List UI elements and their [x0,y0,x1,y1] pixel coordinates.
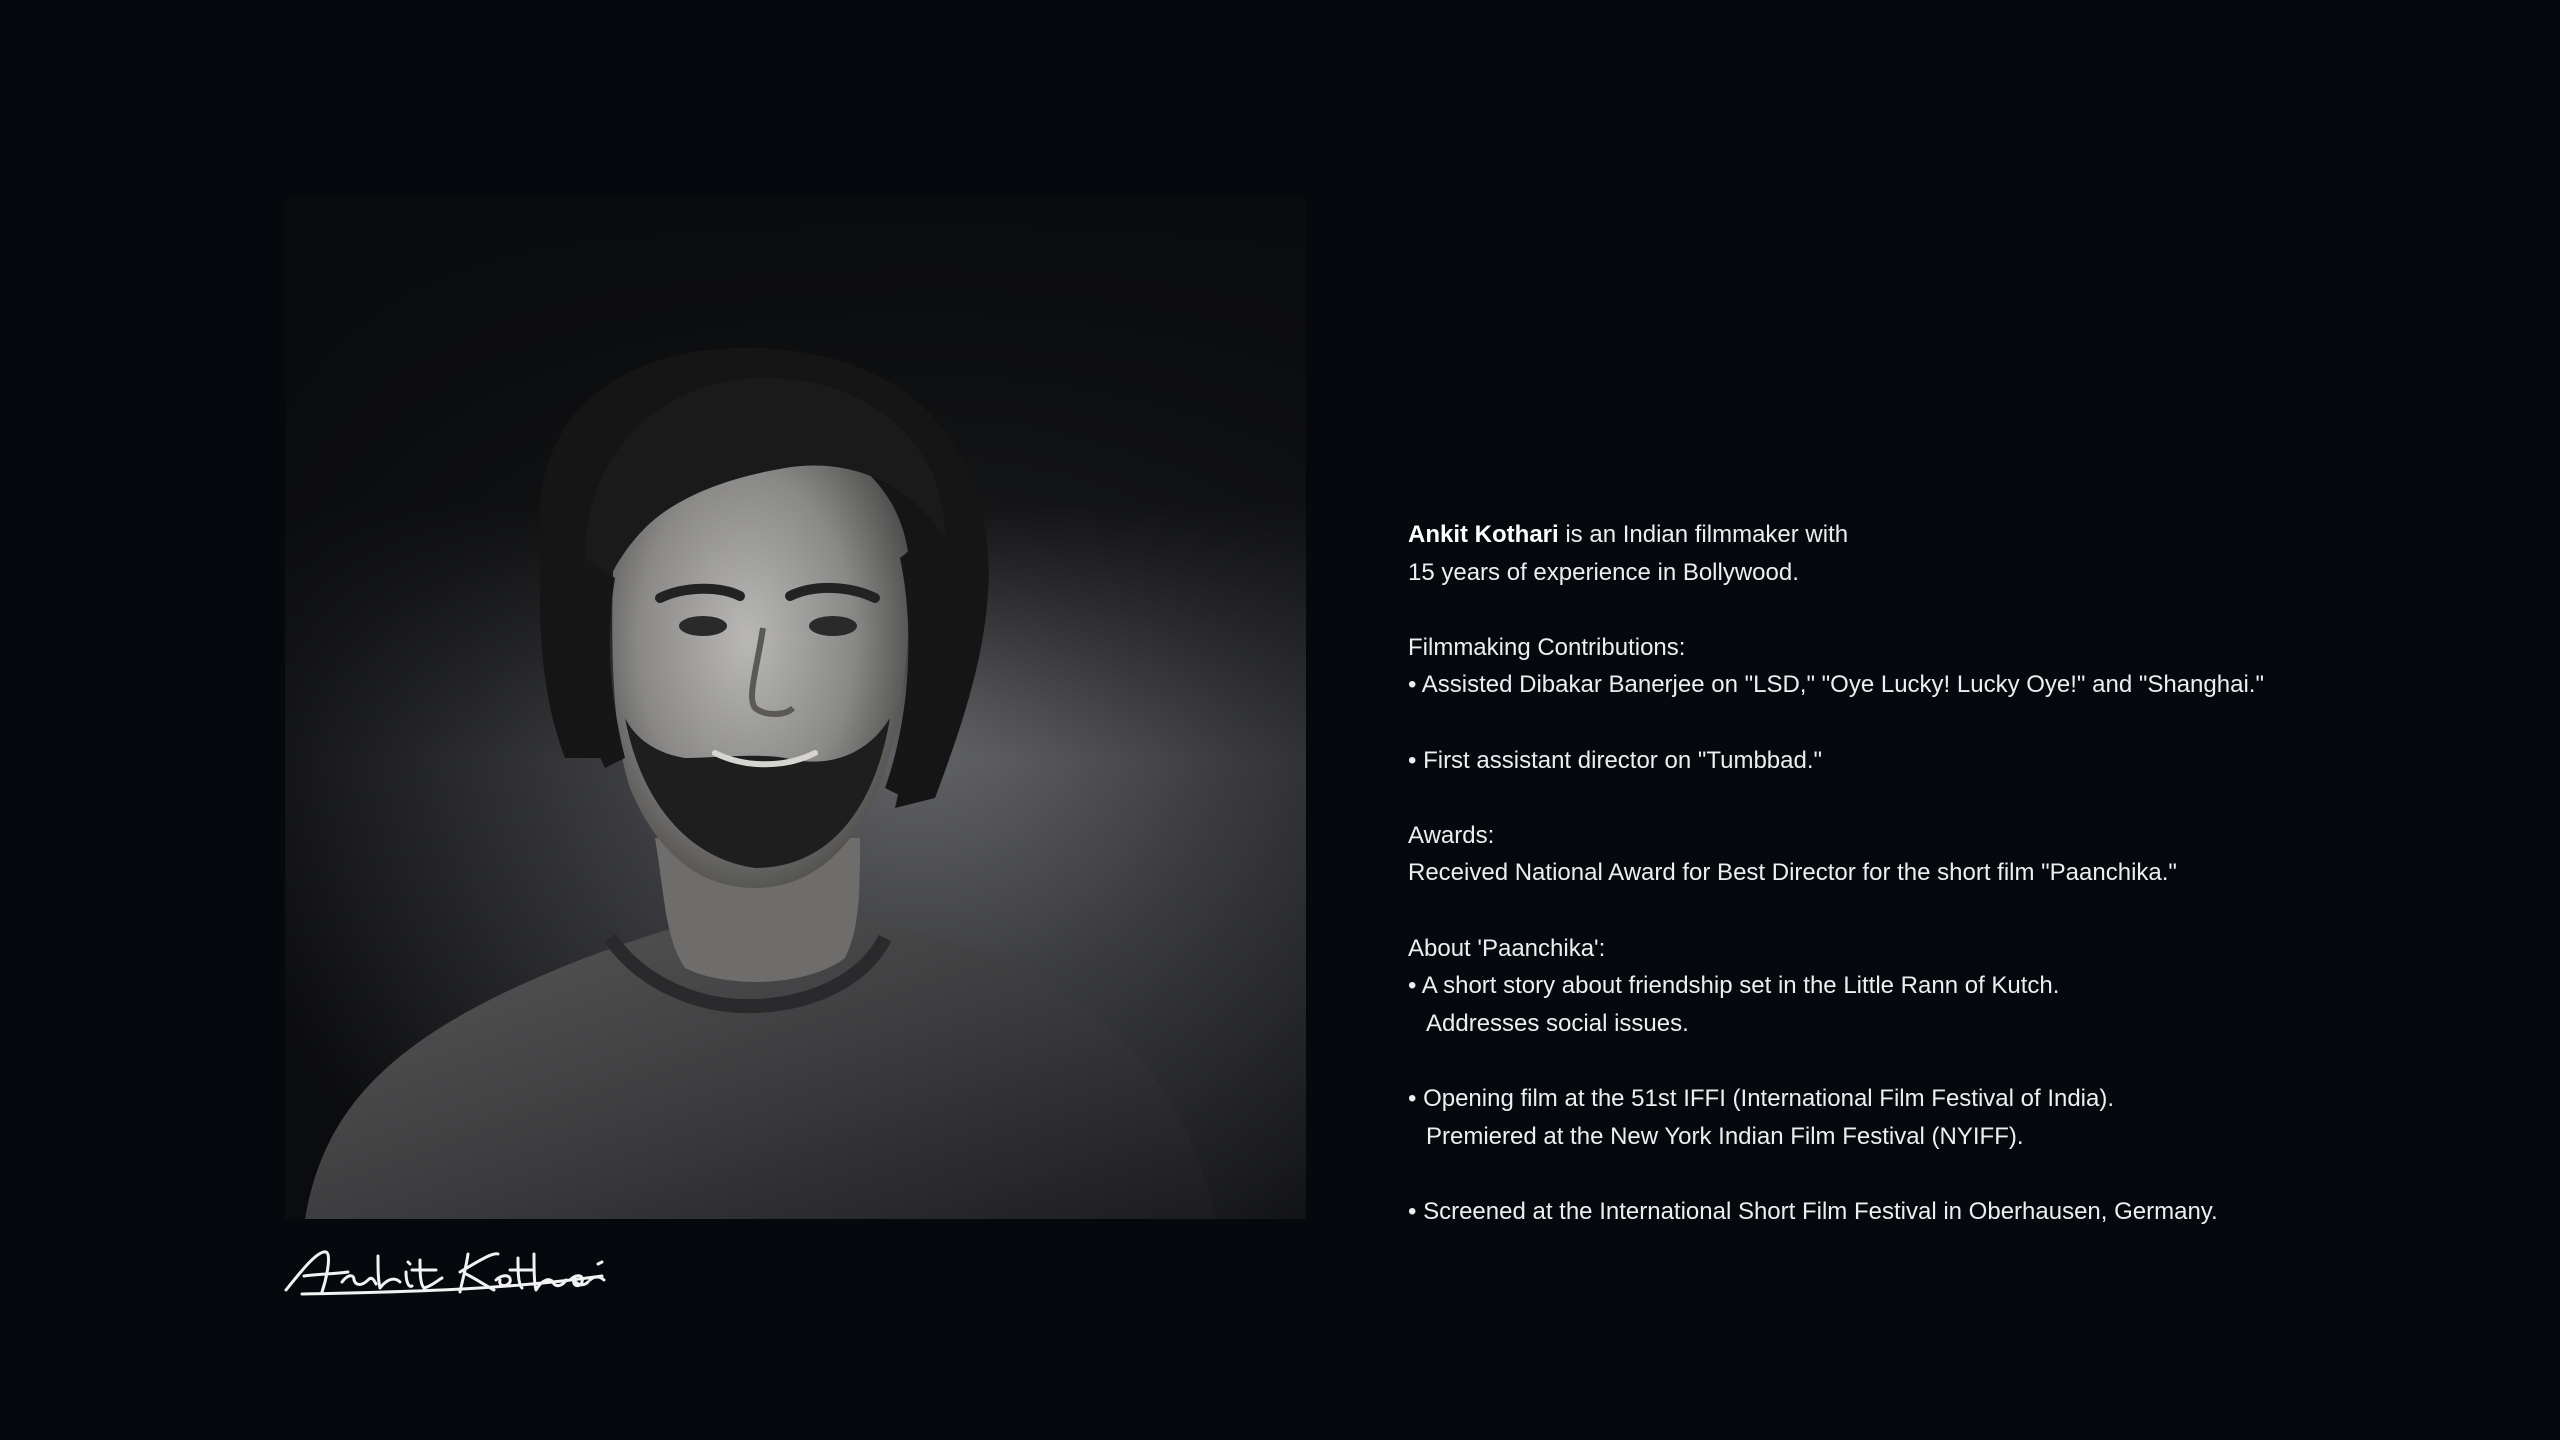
award-item: Received National Award for Best Director for the short film "Paanchika." [1408,859,2177,887]
about-item: • A short story about friendship set in the Little Rann of Kutch. [1408,972,2060,1000]
intro-line-1 [1408,516,2508,554]
portrait-photo [285,198,1306,1219]
about-heading: About 'Paanchika': [1408,934,1606,962]
portrait-image [285,198,1306,1219]
awards-heading: Awards: [1408,821,1495,849]
intro-line-2: 15 years of experience in Bollywood. [1408,558,1799,586]
intro-rest: is an Indian filmmaker with [1558,521,1849,548]
about-item: • Screened at the International Short Film Festival in Oberhausen, Germany. [1408,1197,2218,1225]
signature-icon [282,1240,612,1300]
contribution-item: • Assisted Dibakar Banerjee on "LSD," "Oye Lucky! Lucky Oye!" and "Shanghai." [1408,671,2264,699]
bio-text [1408,516,2508,1230]
contribution-item: • First assistant director on "Tumbbad." [1408,746,1823,774]
about-item: • Opening film at the 51st IFFI (International Film Festival of India). [1408,1084,2115,1112]
about-item-continued: Addresses social issues. [1426,1009,1689,1037]
signature [282,1240,612,1300]
person-name: Ankit Kothari [1408,521,1559,548]
contributions-heading: Filmmaking Contributions: [1408,633,1686,661]
about-item-continued: Premiered at the New York Indian Film Festival (NYIFF). [1426,1122,2024,1150]
